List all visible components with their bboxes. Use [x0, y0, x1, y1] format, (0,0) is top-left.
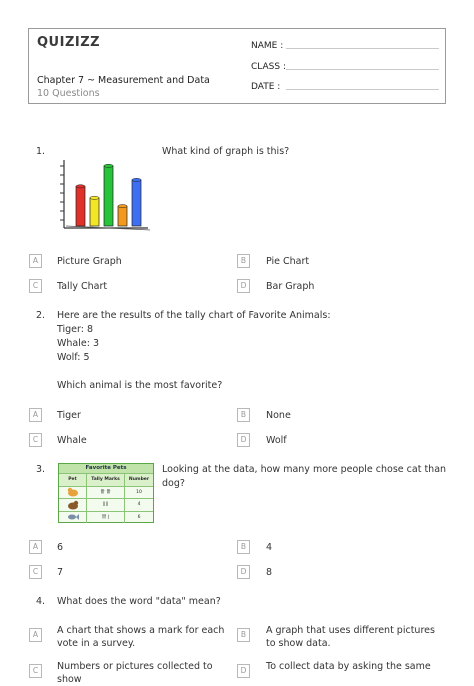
q3-option-a-badge[interactable]: A — [29, 540, 42, 554]
table-row — [59, 486, 153, 499]
name-line — [286, 48, 439, 49]
table-header-cell: Tally Marks — [87, 474, 125, 486]
question-2-text — [57, 309, 331, 393]
q2-option-d[interactable]: Wolf — [266, 435, 287, 446]
q2-option-b-badge[interactable]: B — [237, 408, 250, 422]
figure-bar — [104, 166, 113, 226]
table-cell-tally: 卌 卌 — [87, 487, 125, 499]
question-2-prompt: Which animal is the most favorite? — [57, 380, 223, 391]
question-2-line: Whale: 3 — [57, 338, 99, 349]
question-1-text: What kind of graph is this? — [162, 146, 290, 157]
q3-option-d[interactable]: 8 — [266, 567, 273, 578]
q2-option-a[interactable]: Tiger — [57, 410, 81, 421]
date-label: DATE : — [251, 82, 281, 92]
worksheet-title: Chapter 7 ~ Measurement and Data — [37, 75, 210, 86]
figure-bar-top — [76, 185, 85, 188]
question-4-text: What does the word "data" mean? — [57, 596, 221, 607]
q4-option-b[interactable]: A graph that uses different pictures to show data. — [266, 625, 435, 649]
question-2-line: Wolf: 5 — [57, 352, 90, 363]
table-cell-number: 6 — [137, 514, 141, 520]
cat-icon — [59, 487, 87, 499]
question-3-line: dog? — [162, 478, 185, 489]
figure-bars — [76, 164, 141, 226]
question-2-spacer — [57, 365, 331, 379]
q4-option-b-badge[interactable]: B — [237, 628, 250, 642]
question-3-text — [162, 463, 446, 491]
table-header-cell: Pet — [59, 474, 87, 486]
q4-option-d-badge[interactable]: D — [237, 664, 250, 678]
class-field[interactable] — [251, 62, 439, 72]
figure-bar — [132, 180, 141, 226]
favorite-pets-table — [58, 463, 154, 523]
question-1-number: 1. — [36, 146, 46, 157]
class-label: CLASS : — [251, 62, 286, 72]
figure-bar-top — [118, 205, 127, 208]
figure-bar — [118, 206, 127, 226]
q1-option-c-badge[interactable]: C — [29, 279, 42, 293]
quizizz-logo: QUIZIZZ — [37, 35, 101, 50]
q1-option-a[interactable]: Picture Graph — [57, 256, 122, 267]
table-header-cell: Number — [128, 477, 150, 483]
question-3-line: Looking at the data, how many more people chose cat than — [162, 464, 447, 475]
table-row — [59, 511, 153, 524]
q3-option-c-badge[interactable]: C — [29, 565, 42, 579]
q4-option-d[interactable]: To collect data by asking the same — [266, 661, 431, 672]
table-cell-number: 10 — [136, 489, 142, 495]
q2-option-b[interactable]: None — [266, 410, 291, 421]
q2-option-c[interactable]: Whale — [57, 435, 87, 446]
name-field[interactable] — [251, 41, 439, 51]
name-label: NAME : — [251, 41, 284, 51]
question-2-line: Here are the results of the tally chart of Favorite Animals: — [57, 310, 331, 321]
q1-option-b[interactable]: Pie Chart — [266, 256, 310, 267]
figure-bar-top — [132, 178, 141, 181]
figure-bar — [76, 186, 85, 226]
fish-icon — [59, 512, 87, 524]
q3-option-c[interactable]: 7 — [57, 567, 64, 578]
q3-option-b[interactable]: 4 — [266, 542, 273, 553]
table-cell-tally: |||| — [87, 499, 125, 511]
q4-option-c-badge[interactable]: C — [29, 664, 42, 678]
q1-option-c[interactable]: Tally Chart — [57, 281, 108, 292]
q1-option-d[interactable]: Bar Graph — [266, 281, 315, 292]
q4-option-c[interactable]: Numbers or pictures collected to show — [57, 661, 213, 685]
q1-option-a-badge[interactable]: A — [29, 254, 42, 268]
q2-option-d-badge[interactable]: D — [237, 433, 250, 447]
dog-icon — [59, 499, 87, 511]
q2-option-c-badge[interactable]: C — [29, 433, 42, 447]
table-row — [59, 498, 153, 511]
figure-bar-top — [90, 196, 99, 199]
bar-graph-figure — [56, 156, 152, 234]
figure-bar-top — [104, 164, 113, 167]
q3-option-b-badge[interactable]: B — [237, 540, 250, 554]
q4-option-a-badge[interactable]: A — [29, 628, 42, 642]
question-4-number: 4. — [36, 596, 46, 607]
question-2-number: 2. — [36, 310, 46, 321]
worksheet-header — [28, 28, 446, 104]
date-line — [286, 89, 439, 90]
question-count: 10 Questions — [37, 88, 100, 99]
q4-option-a[interactable]: A chart that shows a mark for each vote in a survey. — [57, 625, 225, 649]
table-cell-tally: 卌 | — [87, 512, 125, 524]
figure-bar — [90, 198, 99, 226]
question-3-number: 3. — [36, 464, 46, 475]
table-header-row — [59, 473, 153, 486]
date-field[interactable] — [251, 82, 439, 92]
class-line — [286, 69, 439, 70]
q1-option-d-badge[interactable]: D — [237, 279, 250, 293]
q2-option-a-badge[interactable]: A — [29, 408, 42, 422]
q1-option-b-badge[interactable]: B — [237, 254, 250, 268]
table-cell-number: 4 — [137, 502, 141, 508]
q3-option-d-badge[interactable]: D — [237, 565, 250, 579]
question-2-line: Tiger: 8 — [57, 324, 94, 335]
q3-option-a[interactable]: 6 — [57, 542, 64, 553]
table-title: Favorite Pets — [59, 464, 153, 473]
